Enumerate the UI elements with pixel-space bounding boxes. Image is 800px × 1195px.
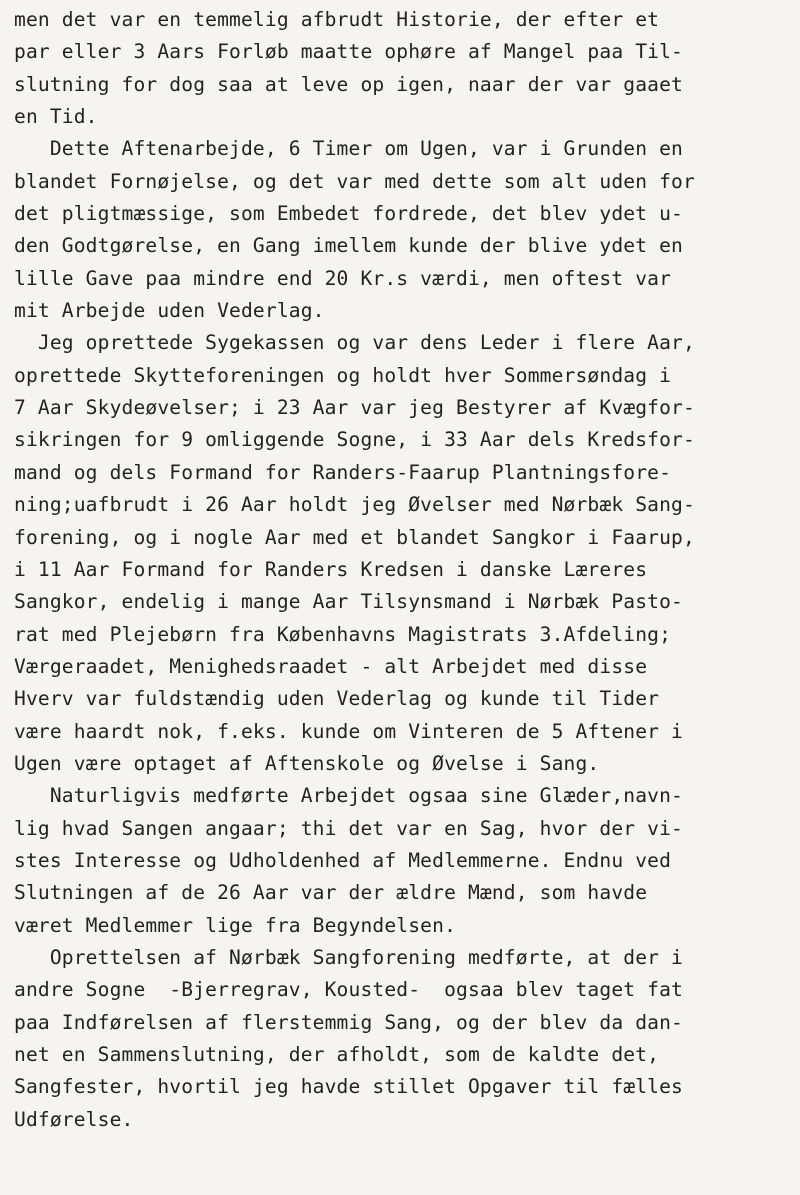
- text-line: paa Indførelsen af flerstemmig Sang, og der blev da dan-: [14, 1010, 683, 1034]
- text-line: Jeg oprettede Sygekassen og var dens Leder i flere Aar,: [14, 331, 695, 355]
- text-line: oprettede Skytteforeningen og holdt hver Sommersøndag i: [14, 363, 672, 387]
- text-line: stes Interesse og Udholdenhed af Medlemmerne. Endnu ved: [14, 848, 672, 872]
- text-line: Værgeraadet, Menighedsraadet - alt Arbejdet med disse: [14, 654, 648, 678]
- text-line: andre Sogne -Bjerregrav, Kousted- ogsaa blev taget fat: [14, 978, 683, 1002]
- text-line: Slutningen af de 26 Aar var der ældre Mænd, som havde: [14, 881, 648, 905]
- text-line: den Godtgørelse, en Gang imellem kunde der blive ydet en: [14, 234, 683, 258]
- text-line: Udførelse.: [14, 1107, 134, 1131]
- text-line: Hverv var fuldstændig uden Vederlag og kunde til Tider: [14, 687, 660, 711]
- text-line: rat med Plejebørn fra Københavns Magistrats 3.Afdeling;: [14, 622, 672, 646]
- text-line: sikringen for 9 omliggende Sogne, i 33 Aar dels Kredsfor-: [14, 428, 695, 452]
- text-line: mand og dels Formand for Randers-Faarup Plantningsfore-: [14, 460, 672, 484]
- text-line: det pligtmæssige, som Embedet fordrede, det blev ydet u-: [14, 202, 683, 226]
- text-line: net en Sammenslutning, der afholdt, som de kaldte det,: [14, 1043, 660, 1066]
- text-line: Oprettelsen af Nørbæk Sangforening medførte, at der i: [14, 945, 683, 969]
- text-line: være haardt nok, f.eks. kunde om Vinteren de 5 Aftener i: [14, 719, 683, 743]
- text-line: Sangfester, hvortil jeg havde stillet Opgaver til fælles: [14, 1075, 683, 1099]
- text-line: 7 Aar Skydeøvelser; i 23 Aar var jeg Bestyrer af Kvægfor-: [14, 396, 695, 420]
- document-body: [14, 4, 796, 1136]
- text-line: Sangkor, endelig i mange Aar Tilsynsmand i Nørbæk Pasto-: [14, 590, 683, 614]
- text-line: lig hvad Sangen angaar; thi det var en Sag, hvor der vi-: [14, 816, 683, 840]
- text-line: Ugen være optaget af Aftenskole og Øvelse i Sang.: [14, 751, 600, 775]
- text-line: været Medlemmer lige fra Begyndelsen.: [14, 913, 457, 937]
- text-line: lille Gave paa mindre end 20 Kr.s værdi, men oftest var: [14, 266, 672, 290]
- text-line: forening, og i nogle Aar med et blandet Sangkor i Faarup,: [14, 525, 695, 549]
- text-line: blandet Fornøjelse, og det var med dette som alt uden for: [14, 169, 695, 193]
- text-line: Naturligvis medførte Arbejdet ogsaa sine Glæder,navn-: [14, 784, 683, 808]
- text-line: en Tid.: [14, 105, 98, 129]
- text-line: Dette Aftenarbejde, 6 Timer om Ugen, var i Grunden en: [14, 137, 683, 161]
- text-line: ning;uafbrudt i 26 Aar holdt jeg Øvelser med Nørbæk Sang-: [14, 493, 695, 517]
- text-line: mit Arbejde uden Vederlag.: [14, 299, 325, 323]
- text-line: men det var en temmelig afbrudt Historie, der efter et: [14, 8, 660, 31]
- text-line: par eller 3 Aars Forløb maatte ophøre af Mangel paa Til-: [14, 40, 683, 64]
- text-line: slutning for dog saa at leve op igen, naar der var gaaet: [14, 72, 683, 96]
- text-line: i 11 Aar Formand for Randers Kredsen i danske Læreres: [14, 557, 648, 581]
